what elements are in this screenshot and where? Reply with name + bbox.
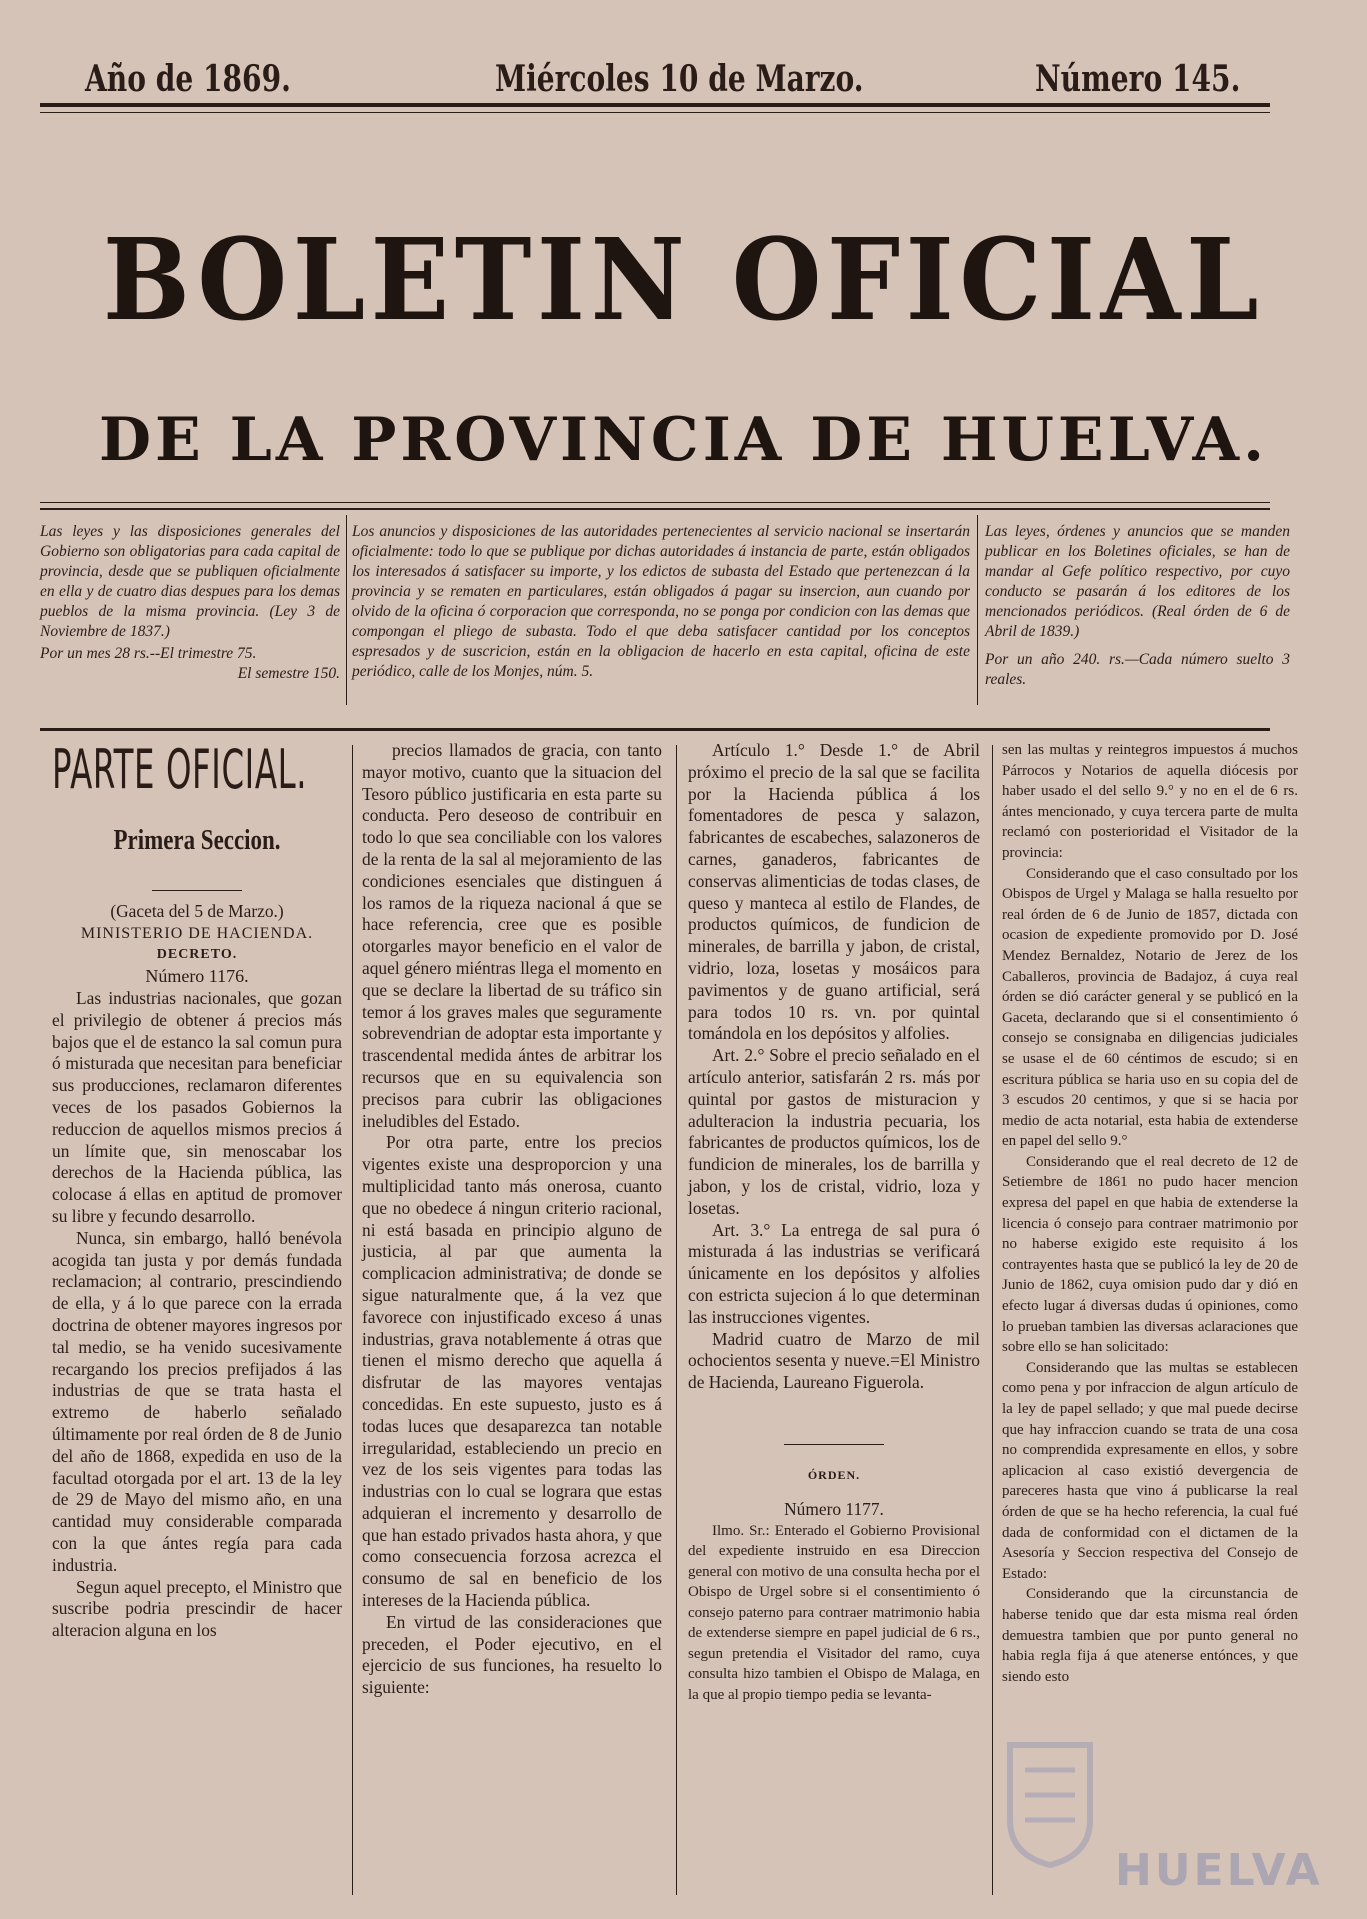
paragraph: Art. 3.° La entrega de sal pura ó misturada á las industrias se verificará únicamente en los depósitos y alfolies con estricta sujecion á lo que determinan las instrucciones vigentes. [688,1219,980,1327]
masthead-subtitle: DE LA PROVINCIA DE HUELVA. [99,405,1268,475]
subsection-heading: Primera Seccion. [113,825,281,856]
ministry-heading: MINISTERIO DE HACIENDA. [80,924,314,942]
gaceta-note: (Gaceta del 5 de Marzo.) [110,900,284,921]
notice-left-text: Las leyes y las disposiciones generales del Gobierno son obligatorias para cada capital de provincia, desde que se publiquen oficialmente en ella y de cuatro dias despues para los demas pueblos de la misma provincia. (Ley 3 de Noviembre de 1837.) [40,523,340,640]
paragraph: Artículo 1.° Desde 1.° de Abril próximo el precio de la sal que se facilita por la Hacienda pública á los fomentadores de pesca y salazon, fabricantes de escabeches, salazoneros de carnes, ganaderos, fabricantes de conservas alimenticias de todas clases, de queso y manteca al estilo de Flandes, de productos químicos, de fundicion de minerales, de barrilla y jabon, de cristal, vidrio, loza, losetas y mosáicos para pavimentos y de guano artificial, será para todos 10 rs. vn. por quintal tomándola en los depósitos y alfolies. [688,740,980,1044]
body-top-rule [40,728,1270,731]
ornament-rule [152,890,242,891]
notice-divider-2 [977,515,978,705]
archive-watermark: HUELVA [1115,1845,1323,1896]
notice-right [985,522,1290,690]
notice-left-price1: Por un mes 28 rs.--El trimestre 75. [40,645,257,662]
section-heading: PARTE OFICIAL. [52,738,308,801]
paragraph: Considerando que las multas se establecen como pena y por infraccion de algun artículo de la ley de papel sellado; y que mal puede decirse que hay infraccion cuando se trata de una cosa no comprendida expresamente en ellos, y sobre aplicacion al caso existió devergencia de pareceres hasta que vino á publicarse la real órden de que se ha hecho referencia, la cual fué dada de conformidad con el dictamen de la Asesoría y Seccion respectiva del Consejo de Estado: [1002,1359,1298,1582]
dateline [85,58,1282,108]
separator-rule [784,1444,884,1445]
issue-year: Año de 1869. [85,58,291,100]
paragraph: sen las multas y reintegros impuestos á muchos Párrocos y Notarios de aquella diócesis por haber usado el del sello 9.° y no en el de 6 rs. ántes mencionado, y cuya tercera parte de multa reclamó con posterioridad el Visitador de la provincia: [1002,742,1298,861]
paragraph: Nunca, sin embargo, halló benévola acogida tan justa y por demás fundada reclamacion; al contrario, prescindiendo de ella, y á lo que parece con la errada doctrina de obtener mayores ingresos por tal medio, se ha venido sucesivamente recargando los precios prefijados á las industrias de que se trata hasta el extremo de haberlo señalado últimamente por real órden de 8 de Junio del año de 1868, expedida en uso de la facultad otorgada por el art. 13 de la ley de 29 de Mayo del mismo año, en una cantidad muy considerable comparada con la que ántes regía para cada industria. [52,1227,342,1575]
header-rule [40,103,1270,107]
notice-right-text: Las leyes, órdenes y anuncios que se manden publicar en los Boletines oficiales, se han de mandar al Gefe político respectivo, por cuyo conducto se pasarán á los editores de los mencionados periódicos. (Real órden de 6 de Abril de 1839.) [985,523,1290,640]
order-heading: ÓRDEN. [807,1467,861,1482]
notice-divider-1 [346,515,347,705]
paragraph: Ilmo. Sr.: Enterado el Gobierno Provisional del expediente instruido en esa Direccion general con motivo de una consulta hecha por el Obispo de Urgel sobre si el consentimiento ó consejo paterno para contraer matrimonio habia de extenderse siempre en papel judicial de 6 rs., segun pretendia el Visitador del ramo, cuya consulta hizo tambien el Obispo de Malaga, en la que al propio tiempo pedia se levanta- [688,1522,980,1703]
archive-shield-icon [1005,1740,1095,1870]
column-2 [362,740,662,1699]
paragraph: Madrid cuatro de Marzo de mil ochocientos sesenta y nueve.=El Ministro de Hacienda, Laureano Figuerola. [688,1328,980,1393]
issue-number: Número 145. [1035,58,1241,100]
paragraph: precios llamados de gracia, con tanto mayor motivo, cuanto que la situacion del Tesoro público justificaria en esta parte su conducta. Pero deseoso de contribuir en todo lo que sea conciliable con los valores de la renta de la sal al mejoramiento de las condiciones esenciales que distinguen á los ramos de la riqueza nacional á que se hace referencia, cree que es posible otorgarles mayor beneficio en el valor de aquel género miéntras llega el momento en que se declare la libertad de su tráfico sin temor á los graves males que seguramente sobrevendrian de adoptar esta importante y trascendental medida ántes de arbitrar los recursos que en su equivalencia son precisos para cubrir las obligaciones ineludibles del Estado. [362,740,662,1131]
paragraph: Art. 2.° Sobre el precio señalado en el artículo anterior, satisfarán 2 rs. más por quintal por gastos de misturacion y adulteracion la industria pecuaria, los fabricantes de productos químicos, los de fundicion de minerales, los de barrilla y jabon, y los de cristal, vidrio, loza y losetas. [688,1045,980,1218]
paragraph: Considerando que el caso consultado por los Obispos de Urgel y Malaga se halla resuelto por real órden de 6 de Junio de 1857, dictada con ocasion de expediente promovido por D. José Mendez Bernaldez, Notario de Jerez de los Caballeros, provincia de Badajoz, á cuya real órden se dió carácter general y se publicó en la Gaceta, declarando que si el consentimiento ó consejo se consignaba en diligencias judiciales se usase el de 60 céntimos de escudo; si en escritura pública se haria uso en su copia del de 3 escudos 20 centimos, y que si se hacia por medio de acta notarial, esta habia de extenderse en papel del sello 9.° [1002,865,1298,1150]
notice-center-text: Los anuncios y disposiciones de las autoridades pertenecientes al servicio nacional se insertarán oficialmente: todo lo que se publique por dichas autoridades á instancia de parte, están obligados los interesados á satisfacer su importe, y los edictos de subasta del Estado que pertenezcan á la provincia y se rematen en particulares, están obligados á pagar su insercion, aun cuando por olvido de la oficina ó corporacion que corresponda, no se ponga por condicion con las demas que compongan el pliego de subasta. Todo el que deba satisfacer cantidad por los conceptos espresados y de suscricion, están en la obligacion de hacerlo en esta capital, oficina de este periódico, calle de los Monjes, núm. 5. [352,523,970,680]
column-4 [1002,740,1298,1687]
issue-date: Miércoles 10 de Marzo. [495,58,864,100]
header-rule-thin [40,112,1270,113]
notice-top-rule [40,502,1270,503]
column-1 [52,740,342,1642]
column-3 [688,740,980,1705]
paragraph: En virtud de las consideraciones que preceden, el Poder ejecutivo, en el ejercicio de sus funciones, ha resuelto lo siguiente: [362,1611,662,1698]
notice-left-price2: El semestre 150. [237,665,340,682]
column-divider [676,745,677,1895]
masthead-title: BOLETIN OFICIAL [102,215,1265,346]
notice-top-rule-2 [40,508,1270,510]
notice-left [40,522,340,684]
decree-number: Número 1176. [145,966,249,987]
column-divider [992,745,993,1895]
column-divider [352,745,353,1895]
paragraph: Segun aquel precepto, el Ministro que suscribe podria prescindir de hacer alteracion alguna en los [52,1576,342,1641]
paragraph: Considerando que la circunstancia de haberse tenido que dar esta misma real órden demuestra tambien que por punto general no habia regla fija á que atenerse entónces, y que siendo esto [1002,1586,1298,1685]
paragraph: Por otra parte, entre los precios vigentes existe una desproporcion y una multiplicidad tanto más onerosa, cuanto que no obedece á ningun criterio racional, ni está basada en principio alguno de justicia, al par que aumenta la complicacion administrativa; de donde se sigue naturalmente que, á la vez que favorece con injustificado exceso á unas industrias, grava notablemente á otras que tienen el mismo derecho que aquella á disfrutar de las mayores ventajas concedidas. En este supuesto, justo es á todas luces que desaparezca tan notable irregularidad, estableciendo un precio en vez de los seis vigentes para todas las industrias con lo cual se lograra que estas adquieran el incremento y desarrollo de que han estado privados hasta ahora, y que como consecuencia forzosa acrezca el consumo de sal en beneficio de los intereses de la Hacienda pública. [362,1132,662,1611]
decree-heading: DECRETO. [156,947,238,963]
paragraph: Las industrias nacionales, que gozan el privilegio de obtener á precios más bajos que el de estanco la sal comun pura ó misturada que necesitan para beneficiar sus producciones, reclamaron diferentes veces de los pasados Gobiernos la reduccion de aquellos mismos precios á un límite que, sin menoscabar los derechos de la Hacienda pública, las colocase á ellas en aptitud de promover su libre y fecundo desarrollo. [52,987,342,1226]
notice-center [352,522,970,682]
paragraph: Considerando que el real decreto de 12 de Setiembre de 1861 no pudo hacer mencion expresa del papel en que habia de extenderse la licencia ó consejo para contraer matrimonio por no haberse exigido este requisito á los contrayentes hasta que se publicó la ley de 20 de Junio de 1862, cuya omision pudo dar y dió en efecto lugar á diversas dudas ú opiniones, como lo prueban tambien las diversas aclaraciones que sobre ello se han solicitado: [1002,1153,1298,1356]
notice-right-price: Por un año 240. rs.—Cada número suelto 3 reales. [985,651,1290,688]
order-number: Número 1177. [784,1498,884,1519]
